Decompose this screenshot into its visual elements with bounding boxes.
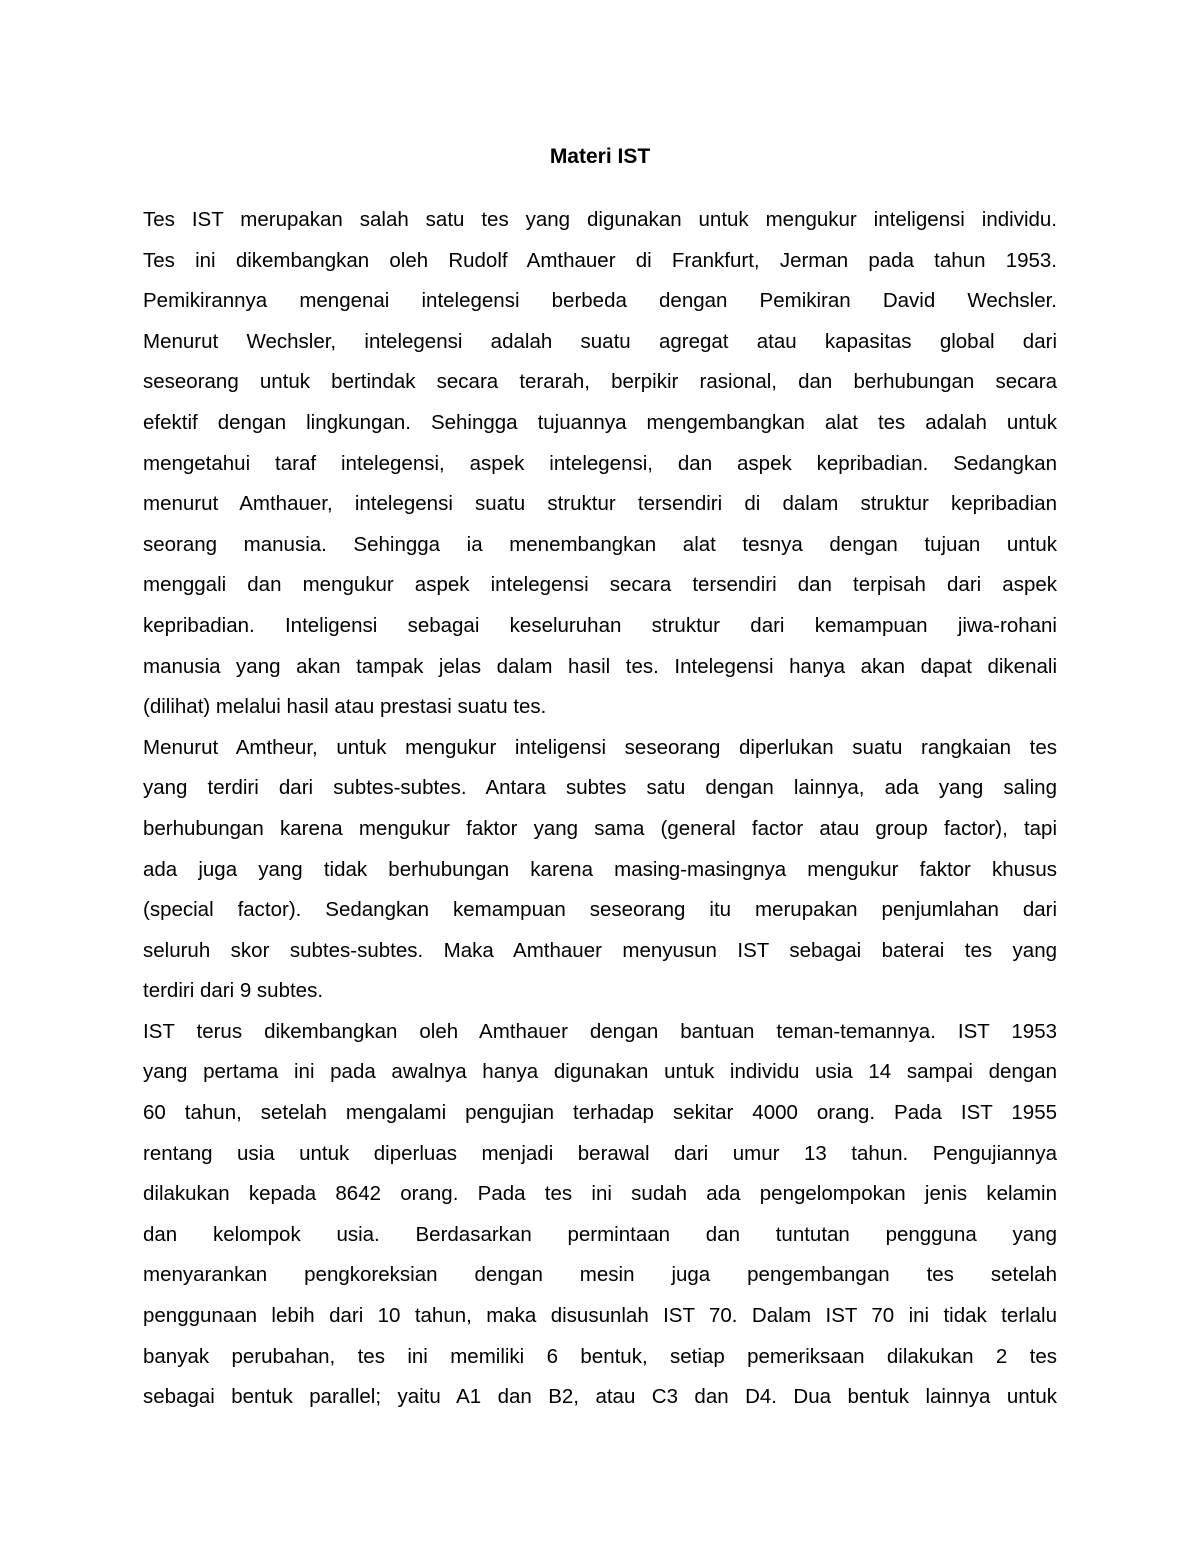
body-line: seorang manusia. Sehingga ia menembangkan alat tesnya dengan tujuan untuk (143, 532, 1057, 556)
body-line: IST terus dikembangkan oleh Amthauer dengan bantuan teman-temannya. IST 1953 (143, 1019, 1057, 1043)
body-line: menurut Amthauer, intelegensi suatu struktur tersendiri di dalam struktur kepribadian (143, 492, 1057, 516)
body-line: Tes ini dikembangkan oleh Rudolf Amthauer di Frankfurt, Jerman pada tahun 1953. (143, 248, 1057, 272)
body-line: menggali dan mengukur aspek intelegensi secara tersendiri dan terpisah dari aspek (143, 573, 1057, 597)
body-line: sebagai bentuk parallel; yaitu A1 dan B2, atau C3 dan D4. Dua bentuk lainnya untuk (143, 1385, 1057, 1409)
body-line: terdiri dari 9 subtes. (143, 979, 324, 1003)
body-line: berhubungan karena mengukur faktor yang sama (general factor atau group factor), tapi (143, 816, 1057, 840)
body-line: (dilihat) melalui hasil atau prestasi suatu tes. (143, 695, 547, 719)
body-line: banyak perubahan, tes ini memiliki 6 bentuk, setiap pemeriksaan dilakukan 2 tes (143, 1344, 1057, 1368)
body-line: Menurut Amtheur, untuk mengukur inteligensi seseorang diperlukan suatu rangkaian tes (143, 735, 1057, 759)
document-body (143, 200, 1057, 1418)
body-line: menyarankan pengkoreksian dengan mesin juga pengembangan tes setelah (143, 1263, 1057, 1287)
body-line: kepribadian. Inteligensi sebagai keseluruhan struktur dari kemampuan jiwa-rohani (143, 613, 1057, 637)
body-line: Menurut Wechsler, intelegensi adalah suatu agregat atau kapasitas global dari (143, 329, 1057, 353)
document-title: Materi IST (549, 145, 651, 168)
body-line: 60 tahun, setelah mengalami pengujian terhadap sekitar 4000 orang. Pada IST 1955 (143, 1101, 1057, 1125)
body-line: seseorang untuk bertindak secara terarah, berpikir rasional, dan berhubungan secara (143, 370, 1057, 394)
body-line: yang terdiri dari subtes-subtes. Antara subtes satu dengan lainnya, ada yang saling (143, 776, 1057, 800)
body-line: Pemikirannya mengenai intelegensi berbeda dengan Pemikiran David Wechsler. (143, 289, 1057, 313)
body-line: rentang usia untuk diperluas menjadi berawal dari umur 13 tahun. Pengujiannya (143, 1141, 1057, 1165)
body-line: efektif dengan lingkungan. Sehingga tujuannya mengembangkan alat tes adalah untuk (143, 410, 1057, 434)
body-line: mengetahui taraf intelegensi, aspek intelegensi, dan aspek kepribadian. Sedangkan (143, 451, 1057, 475)
body-line: Tes IST merupakan salah satu tes yang digunakan untuk mengukur inteligensi individu. (143, 208, 1057, 231)
body-line: (special factor). Sedangkan kemampuan seseorang itu merupakan penjumlahan dari (143, 898, 1057, 922)
body-line: dilakukan kepada 8642 orang. Pada tes ini sudah ada pengelompokan jenis kelamin (143, 1182, 1057, 1206)
body-line: penggunaan lebih dari 10 tahun, maka disusunlah IST 70. Dalam IST 70 ini tidak terlalu (143, 1304, 1057, 1328)
body-line: yang pertama ini pada awalnya hanya digunakan untuk individu usia 14 sampai dengan (143, 1060, 1057, 1084)
body-line: dan kelompok usia. Berdasarkan permintaan dan tuntutan pengguna yang (143, 1222, 1057, 1246)
body-line: seluruh skor subtes-subtes. Maka Amthauer menyusun IST sebagai baterai tes yang (143, 938, 1057, 962)
body-line: manusia yang akan tampak jelas dalam hasil tes. Intelegensi hanya akan dapat dikenali (143, 654, 1057, 678)
body-line: ada juga yang tidak berhubungan karena masing-masingnya mengukur faktor khusus (143, 857, 1057, 881)
